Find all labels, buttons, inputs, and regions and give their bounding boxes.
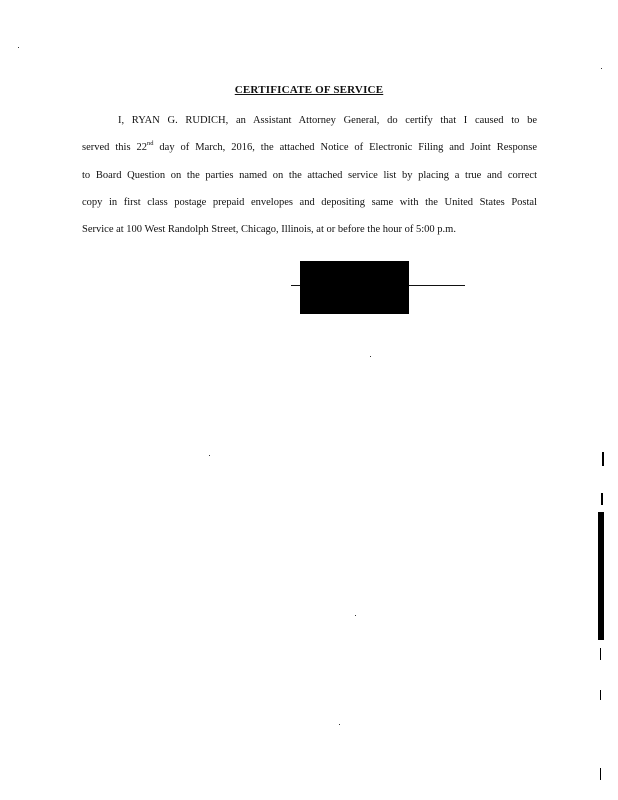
body-line [82,162,537,189]
scan-speck [355,615,356,616]
scan-edge-mark [600,768,601,780]
scan-speck [601,68,602,69]
body-line-text: Service at 100 West Randolph Street, Chicago, Illinois, at or before the hour of 5:00 p.m. [82,224,456,235]
body-line-text: served this 22 [82,142,147,153]
certificate-body [82,107,537,243]
scan-speck [370,356,371,357]
signature-redaction-block [300,261,409,314]
scan-speck [18,47,19,48]
body-line [82,107,537,134]
scan-edge-mark [600,648,601,660]
scan-edge-mark [601,493,603,505]
body-line [82,216,537,243]
ordinal-superscript: nd [146,140,154,147]
scan-edge-bar [598,512,604,640]
body-line [82,189,537,216]
body-line-text: day of March, 2016, the attached Notice of Electronic Filing and Joint Response [153,142,537,153]
body-line-text: I, RYAN G. RUDICH, an Assistant Attorney General, do certify that I caused to be [118,115,537,126]
body-line-text: copy in first class postage prepaid envelopes and depositing same with the United States Postal [82,197,537,208]
scan-speck [209,455,210,456]
scan-edge-mark [602,452,604,466]
certificate-title: CERTIFICATE OF SERVICE [234,84,384,96]
scan-speck [339,724,340,725]
body-line [82,134,537,162]
body-line-text: to Board Question on the parties named on the attached service list by placing a true and correct [82,170,537,181]
scan-edge-mark [600,690,601,700]
